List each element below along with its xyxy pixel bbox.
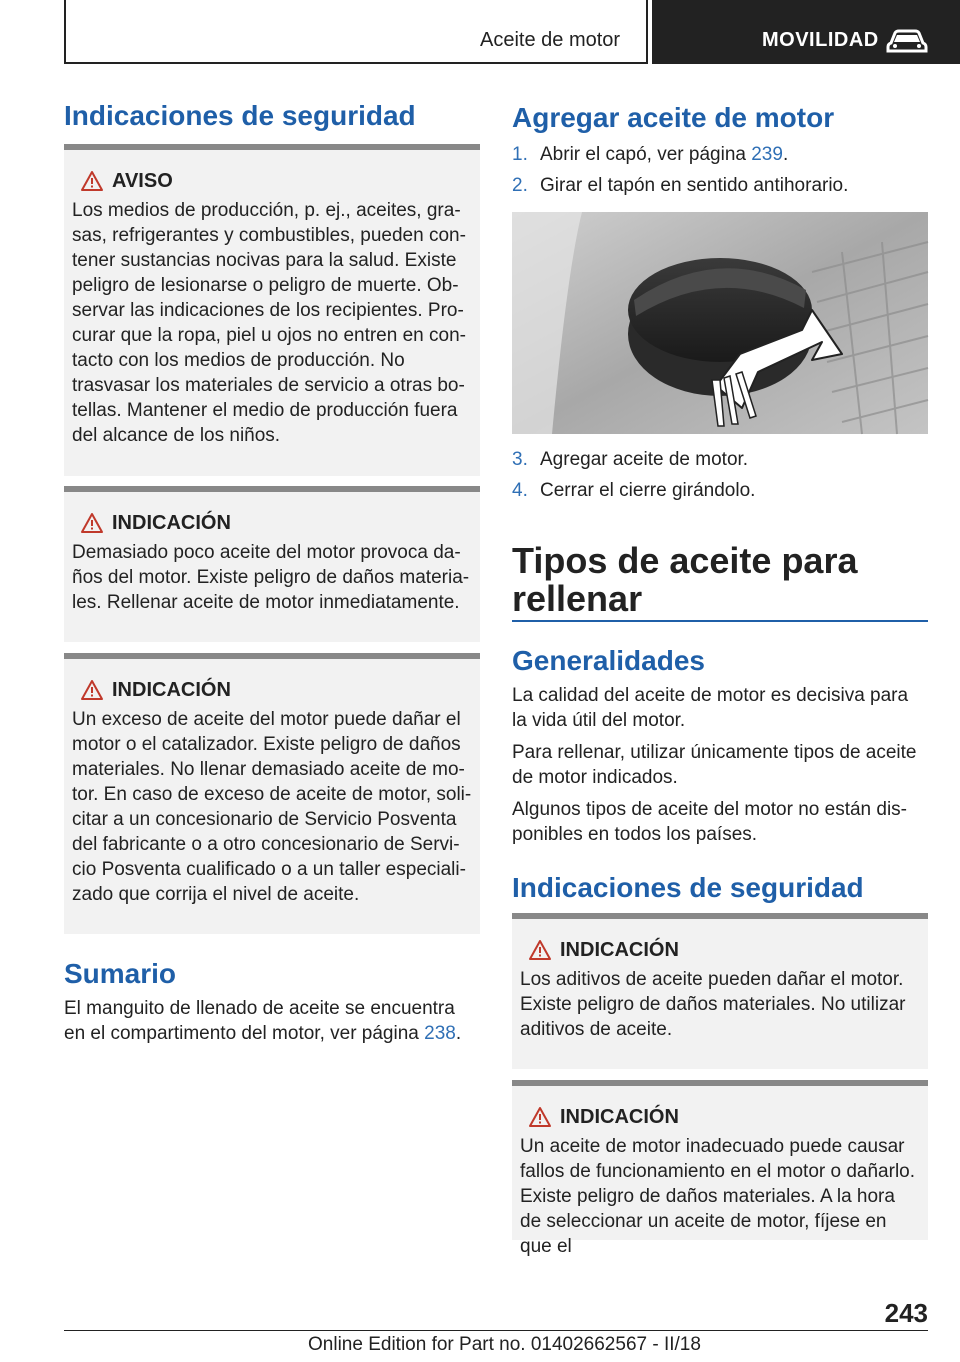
notice-body: Los medios de producción, p. ej., aceites, gra-sas, refrigerantes y combustibles, pueden con-tener sustancias nocivas para la salud. Existe peligro de lesionarse o peligro de muerte. Ob-servar las indicaciones de los recipientes. Pro-curar que la ropa, piel u ojos no entren en con-tacto con los medios de producción. No trasvasar los materiales de servicio a otras bo-tellas. Mantener el medio de producción fuera del alcance de los niños. — [72, 200, 466, 446]
add-oil-heading: Agregar aceite de motor — [512, 102, 835, 133]
page-link[interactable]: 238 — [424, 1023, 456, 1044]
warning-notice — [64, 144, 480, 476]
oil-cap-illustration — [512, 212, 928, 434]
caution-notice — [64, 486, 480, 642]
oil-cap-photo — [512, 212, 928, 434]
summary-heading: Sumario — [64, 958, 177, 989]
footer-rule — [64, 1330, 928, 1331]
warning-triangle-icon — [528, 939, 552, 961]
summary-text: El manguito de llenado de aceite se encuentra en el compartimento del motor, ver página 238. — [64, 998, 462, 1044]
page-number: 243 — [884, 1298, 928, 1328]
general-paragraph: La calidad del aceite de motor es decisiva para la vida útil del motor. — [512, 685, 909, 731]
warning-triangle-icon — [80, 170, 104, 192]
section-tab — [652, 0, 960, 64]
general-paragraph: Para rellenar, utilizar únicamente tipos de aceite de motor indicados. — [512, 742, 917, 788]
general-heading: Generalidades — [512, 645, 705, 676]
title-rule — [512, 620, 928, 622]
safety-heading: Indicaciones de seguridad — [64, 100, 416, 131]
notice-body: Los aditivos de aceite pueden dañar el motor. Existe peligro de daños materiales. No utilizar aditivos de aceite. — [520, 969, 906, 1040]
step-item: 3. Agregar aceite de motor. — [512, 449, 749, 470]
edition-text: Online Edition for Part no. 01402662567 - II/18 — [308, 1334, 701, 1355]
notice-title: INDICACIÓN — [560, 1106, 679, 1128]
warning-triangle-icon — [80, 679, 104, 701]
notice-title: INDICACIÓN — [112, 679, 231, 701]
caution-notice — [512, 1080, 928, 1257]
car-icon — [885, 27, 929, 55]
notice-title: AVISO — [112, 170, 173, 192]
notice-body: Demasiado poco aceite del motor provoca da-ños del motor. Existe peligro de daños materia-les. Rellenar aceite de motor inmediatamente. — [72, 542, 470, 613]
step-item: 4. Cerrar el cierre girándolo. — [512, 480, 756, 501]
notice-body: Un aceite de motor inadecuado puede causar fallos de funcionamiento en el motor o dañarlo. Existe peligro de daños materiales. A la hora de seleccionar un aceite de motor, fíjese en que el — [520, 1136, 916, 1257]
warning-triangle-icon — [528, 1106, 552, 1128]
warning-triangle-icon — [80, 512, 104, 534]
oil-types-title: Tipos de aceite para rellenar — [512, 540, 858, 619]
notice-body: Un exceso de aceite del motor puede dañar el motor o el catalizador. Existe peligro de daños materiales. No llenar demasiado aceite de mo-tor. En caso de exceso de aceite de motor, soli-citar a un concesionario de Servicio Posventa del fabricante o a otro concesionario de Servi-cio Posventa cualificado o a un taller especiali-zado que corrija el nivel de aceite. — [72, 709, 472, 905]
page-link[interactable]: 239 — [751, 144, 783, 165]
chapter-title: Aceite de motor — [480, 29, 621, 51]
section-label: MOVILIDAD — [762, 29, 879, 51]
step-item: 1. Abrir el capó, ver página 239. — [512, 144, 789, 165]
caution-notice — [64, 653, 480, 934]
general-paragraph: Algunos tipos de aceite del motor no están dis-ponibles en todos los países. — [512, 799, 908, 845]
oil-safety-heading: Indicaciones de seguridad — [512, 872, 864, 903]
notice-title: INDICACIÓN — [112, 512, 231, 534]
notice-title: INDICACIÓN — [560, 939, 679, 961]
step-item: 2. Girar el tapón en sentido antihorario. — [512, 175, 849, 196]
caution-notice — [512, 913, 928, 1069]
